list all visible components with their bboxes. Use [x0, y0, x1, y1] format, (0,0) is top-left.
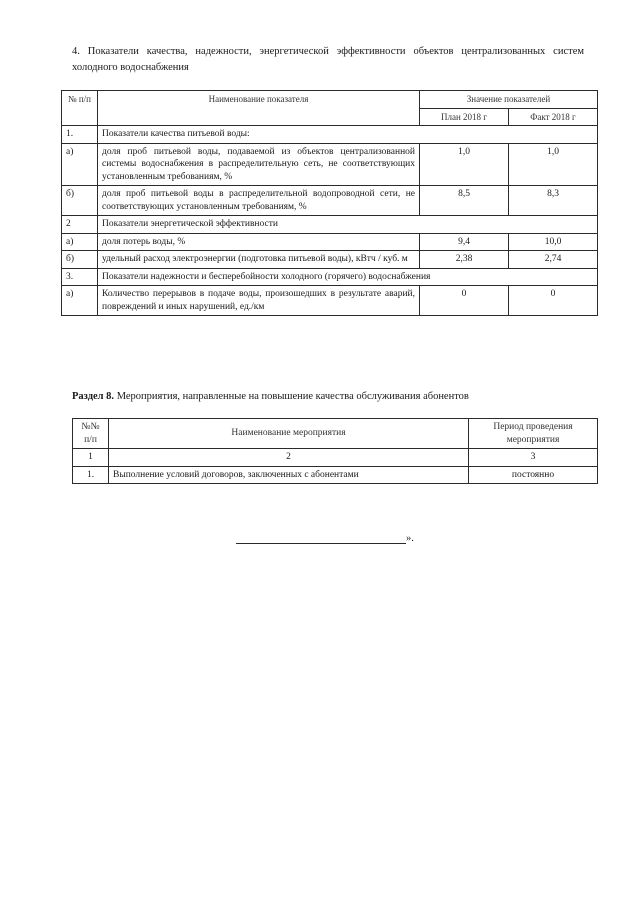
row-fact: 0 — [509, 286, 598, 316]
row-fact: 10,0 — [509, 233, 598, 251]
row-num: а) — [62, 233, 98, 251]
index-cell: 2 — [109, 449, 469, 467]
row-plan: 2,38 — [420, 251, 509, 269]
section-8-heading — [72, 390, 597, 404]
column-header-num: №№ п/п — [73, 419, 109, 449]
table-row — [62, 126, 598, 144]
row-text: Показатели надежности и бесперебойности холодного (горячего) водоснабжения — [98, 268, 598, 286]
row-plan: 1,0 — [420, 143, 509, 186]
section-8-label: Раздел 8. — [72, 391, 115, 402]
measures-table — [72, 418, 598, 484]
column-header-num: № п/п — [62, 91, 98, 126]
row-num: б) — [62, 251, 98, 269]
row-num: 2 — [62, 216, 98, 234]
row-text: удельный расход электроэнергии (подготовка питьевой воды), кВтч / куб. м — [98, 251, 420, 269]
column-header-period: Период проведения мероприятия — [469, 419, 598, 449]
row-num: б) — [62, 186, 98, 216]
table-row — [62, 268, 598, 286]
row-plan: 9,4 — [420, 233, 509, 251]
signature-line — [236, 533, 406, 544]
row-text: доля проб питьевой воды в распределительной водопроводной сети, не соответствующих установленным требованиям, % — [98, 186, 420, 216]
table-row — [62, 186, 598, 216]
row-text: Показатели качества питьевой воды: — [98, 126, 598, 144]
row-text: Количество перерывов в подаче воды, произошедших в результате аварий, повреждений и иных нарушений, ед./км — [98, 286, 420, 316]
row-num: а) — [62, 286, 98, 316]
row-text: доля потерь воды, % — [98, 233, 420, 251]
index-cell: 3 — [469, 449, 598, 467]
column-header-plan: План 2018 г — [420, 108, 509, 126]
column-header-name: Наименование показателя — [98, 91, 420, 126]
row-name: Выполнение условий договоров, заключенных с абонентами — [109, 466, 469, 484]
row-num: 3. — [62, 268, 98, 286]
row-num: а) — [62, 143, 98, 186]
table-row — [62, 216, 598, 234]
row-fact: 2,74 — [509, 251, 598, 269]
table-row — [62, 251, 598, 269]
row-period: постоянно — [469, 466, 598, 484]
section-8-title: Мероприятия, направленные на повышение качества обслуживания абонентов — [116, 391, 469, 402]
row-text: Показатели энергетической эффективности — [98, 216, 598, 234]
section-4-heading: 4. Показатели качества, надежности, энергетической эффективности объектов централизованных систем холодного водоснабжения — [72, 46, 584, 73]
row-num: 1. — [73, 466, 109, 484]
index-cell: 1 — [73, 449, 109, 467]
column-header-name: Наименование мероприятия — [109, 419, 469, 449]
table-row — [62, 143, 598, 186]
closing-quote: ». — [406, 533, 414, 544]
column-header-values: Значение показателей — [420, 91, 598, 109]
row-fact: 1,0 — [509, 143, 598, 186]
column-header-fact: Факт 2018 г — [509, 108, 598, 126]
table-header-row — [62, 91, 598, 109]
row-plan: 8,5 — [420, 186, 509, 216]
table-index-row — [73, 449, 598, 467]
row-num: 1. — [62, 126, 98, 144]
table-row — [62, 286, 598, 316]
row-plan: 0 — [420, 286, 509, 316]
table-row — [62, 233, 598, 251]
table-header-row — [73, 419, 598, 449]
quality-indicators-table — [61, 90, 598, 316]
table-row — [73, 466, 598, 484]
row-fact: 8,3 — [509, 186, 598, 216]
row-text: доля проб питьевой воды, подаваемой из объектов централизованной системы водоснабжения в распределительную сеть, не соответствующих установленным требованиям, % — [98, 143, 420, 186]
